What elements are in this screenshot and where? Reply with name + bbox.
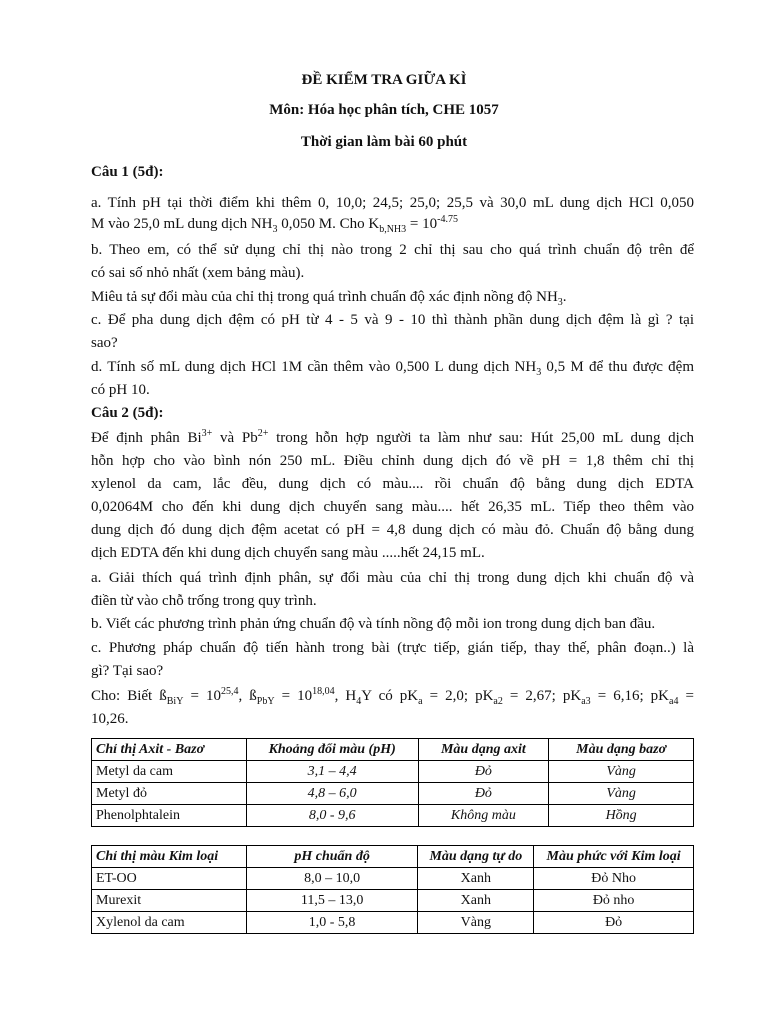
q1-d-line2: có pH 10. — [91, 382, 150, 398]
table-cell: Xylenol da cam — [92, 912, 247, 934]
q1-c-line2: sao? — [91, 335, 118, 351]
exam-time: Thời gian làm bài 60 phút — [300, 134, 468, 150]
q2-para-line2: hỗn hợp cho vào bình nón 250 mL. Điều chỉnh dung dịch đó về pH = 1,8 thêm chỉ thị — [91, 453, 694, 469]
q1-d-line1: d. Tính số mL dung dịch HCl 1M cần thêm vào 0,500 L dung dịch $NH_3$ 0,5 M để thu được đệm — [91, 359, 694, 378]
table-header-cell: Màu phức với Kim loại — [534, 846, 694, 868]
metal-indicator-table — [91, 845, 694, 934]
table-row — [92, 912, 694, 934]
table-cell: Metyl da cam — [92, 761, 247, 783]
q2-para-line3: xylenol da cam, lắc đều, dung dịch có màu.... rồi chuẩn độ bằng dung dịch EDTA — [91, 476, 694, 492]
q1-c-line1: c. Để pha dung dịch đệm có pH từ 4 - 5 và 9 - 10 thì thành phần dung dịch đệm là gì ? tại — [91, 312, 694, 328]
table-header-cell: Chỉ thị Axit - Bazơ — [92, 739, 247, 761]
table-cell: 8,0 - 9,6 — [246, 805, 418, 827]
table-cell: 4,8 – 6,0 — [246, 783, 418, 805]
exam-subject: Môn: Hóa học phân tích, CHE 1057 — [269, 102, 499, 118]
q2-given-line1: Cho: Biết $ß_{BiY} = 10^{25,4}$, $ß_{PbY} = 10^{18,04}$, $H_4Y$ có $pK_a = 2,0$; $pK_{a2} = 2,67$; $pK_{a3} = 6,16$; $pK_{a4}$ = — [91, 686, 694, 707]
table-cell: Hồng — [549, 805, 694, 827]
q2-given-line2: 10,26. — [91, 711, 129, 727]
table-cell: Đỏ Nho — [534, 868, 694, 890]
table-cell: Đỏ — [534, 912, 694, 934]
table-cell: Xanh — [418, 890, 534, 912]
table-header-cell: Màu dạng bazơ — [549, 739, 694, 761]
table-cell: Vàng — [418, 912, 534, 934]
table-cell: 11,5 – 13,0 — [246, 890, 418, 912]
table-cell: Xanh — [418, 868, 534, 890]
q1-a-line2: M vào 25,0 mL dung dịch $NH_3$ 0,050 M. Cho $K_{b,NH3} = 10^{-4.75}$ — [91, 214, 458, 235]
table-header-cell: pH chuẩn độ — [246, 846, 418, 868]
q1-b-line1: b. Theo em, có thể sử dụng chỉ thị nào trong 2 chỉ thị sau cho quá trình chuẩn độ trên để — [91, 242, 694, 258]
table-cell: Không màu — [418, 805, 549, 827]
table-cell: Đỏ — [418, 783, 549, 805]
q2-a-line1: a. Giải thích quá trình định phân, sự đổi màu của chỉ thị trong dung dịch khi chuẩn độ và — [91, 570, 694, 586]
table-row — [92, 805, 694, 827]
table-cell: Đỏ nho — [534, 890, 694, 912]
q1-heading: Câu 1 (5đ): — [91, 164, 164, 180]
q2-a-line2: điền từ vào chỗ trống trong quy trình. — [91, 593, 317, 609]
table-header-cell: Khoảng đổi màu (pH) — [246, 739, 418, 761]
q2-para-line4: 0,02064M cho đến khi dung dịch chuyển sang màu.... hết 26,35 mL. Tiếp theo thêm vào — [91, 499, 694, 515]
table-row — [92, 868, 694, 890]
table-cell: Đỏ — [418, 761, 549, 783]
table-cell: 3,1 – 4,4 — [246, 761, 418, 783]
q1-b-line2: có sai số nhỏ nhất (xem bảng màu). — [91, 265, 305, 281]
q2-c-line1: c. Phương pháp chuẩn độ tiến hành trong bài (trực tiếp, gián tiếp, thay thế, phân đoạn..) là — [91, 640, 694, 656]
table-cell: Vàng — [549, 761, 694, 783]
table-header-cell: Màu dạng axit — [418, 739, 549, 761]
table-row — [92, 783, 694, 805]
table-header-cell: Màu dạng tự do — [418, 846, 534, 868]
table-row — [92, 761, 694, 783]
table-cell: Vàng — [549, 783, 694, 805]
q2-para-line5: dung dịch đó dung dịch đệm acetat có pH = 4,8 dung dịch có màu đỏ. Chuẩn độ bằng dung — [91, 522, 694, 538]
table-cell: Phenolphtalein — [92, 805, 247, 827]
table-header-row — [92, 739, 694, 761]
q1-b-line3: Miêu tả sự đổi màu của chỉ thị trong quá trình chuẩn độ xác định nồng độ $NH_3$. — [91, 289, 567, 308]
table-cell: ET-OO — [92, 868, 247, 890]
table-row — [92, 890, 694, 912]
exam-title: ĐỀ KIỂM TRA GIỮA KÌ — [301, 72, 467, 88]
q1-a-line1: a. Tính pH tại thời điểm khi thêm 0, 10,0; 24,5; 25,0; 25,5 và 30,0 mL dung dịch HCl 0,050 — [91, 195, 694, 211]
q2-para-line1: Để định phân $Bi^{3+}$ và $Pb^{2+}$ trong hỗn hợp người ta làm như sau: Hút 25,00 mL dung dịch — [91, 428, 694, 446]
table-cell: 1,0 - 5,8 — [246, 912, 418, 934]
q2-heading: Câu 2 (5đ): — [91, 405, 164, 421]
q2-c-line2: gì? Tại sao? — [91, 663, 164, 679]
table-cell: Murexit — [92, 890, 247, 912]
acid-base-indicator-table — [91, 738, 694, 827]
table-cell: 8,0 – 10,0 — [246, 868, 418, 890]
table-header-cell: Chỉ thị màu Kim loại — [92, 846, 247, 868]
q2-b-line1: b. Viết các phương trình phản ứng chuẩn độ và tính nồng độ mỗi ion trong dung dịch ban đầu. — [91, 616, 656, 632]
table-header-row — [92, 846, 694, 868]
table-cell: Metyl đỏ — [92, 783, 247, 805]
q2-para-line6: dịch EDTA đến khi dung dịch chuyển sang màu .....hết 24,15 mL. — [91, 545, 485, 561]
